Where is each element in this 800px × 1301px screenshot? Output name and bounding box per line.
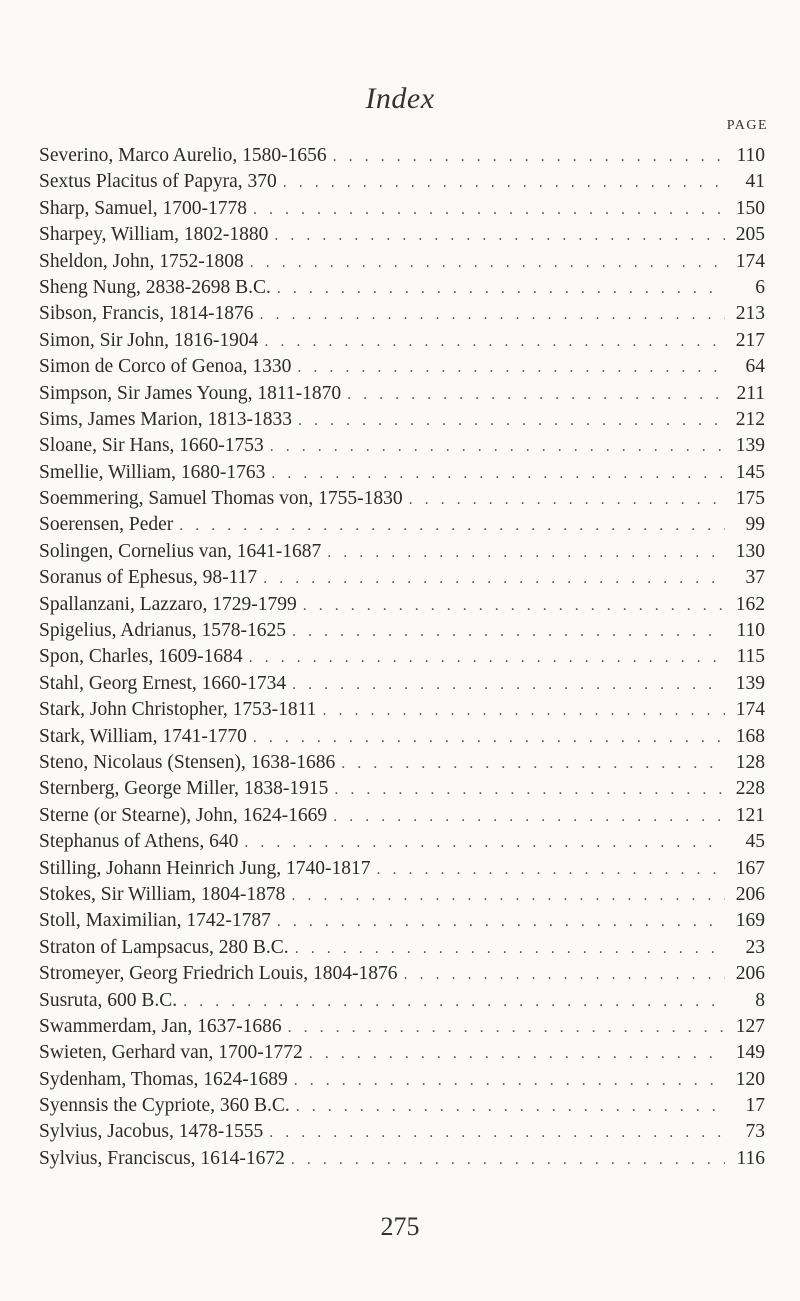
index-entry [39,856,765,882]
entry-name: Stephanus of Athens, 640 [39,831,239,853]
dot-leader [309,1041,725,1067]
entry-name: Sterne (or Stearne), John, 1624-1669 [39,804,328,826]
dot-leader [297,355,725,381]
entry-name: Smellie, William, 1680-1763 [39,461,266,483]
page-column-label: PAGE [726,118,768,133]
dot-leader [253,197,725,223]
entry-name: Sloane, Sir Hans, 1660-1753 [39,435,264,457]
index-entry [39,460,765,486]
index-entry [39,988,765,1014]
index-entry [39,644,765,670]
dot-leader [296,1094,725,1120]
entry-page-number: 167 [735,857,765,879]
entry-name: Spallanzani, Lazzaro, 1729-1799 [39,593,297,615]
entry-name: Simon, Sir John, 1816-1904 [39,329,259,351]
entry-name: Sextus Placitus of Papyra, 370 [39,171,277,193]
dot-leader [277,276,725,302]
entry-page-number: 206 [735,883,765,905]
index-entry [39,169,765,195]
entry-name: Swammerdam, Jan, 1637-1686 [39,1015,282,1037]
dot-leader [292,619,725,645]
dot-leader [298,408,725,434]
entry-name: Syennsis the Cypriote, 360 B.C. [39,1095,290,1117]
entry-page-number: 110 [736,620,765,642]
index-entry [39,803,765,829]
index-entry [39,354,765,380]
index-entry [39,539,765,565]
entry-name: Soranus of Ephesus, 98-117 [39,567,258,589]
page-number: 275 [380,1212,420,1241]
index-entry [39,433,765,459]
entry-page-number: 115 [736,646,765,668]
index-entry [39,222,765,248]
dot-leader [250,250,725,276]
entry-name: Spigelius, Adrianus, 1578-1625 [39,620,286,642]
entry-page-number: 8 [755,989,765,1011]
dot-leader [291,1147,725,1173]
dot-leader [327,540,725,566]
entry-page-number: 217 [735,329,765,351]
index-entry [39,618,765,644]
index-entry [39,1093,765,1119]
index-entry [39,961,765,987]
entry-name: Straton of Lampsacus, 280 B.C. [39,936,289,958]
index-entry [39,301,765,327]
entry-page-number: 37 [745,567,765,589]
index-entry [39,1014,765,1040]
dot-leader [253,725,725,751]
index-entry [39,1146,765,1172]
entry-page-number: 175 [735,488,765,510]
entry-page-number: 168 [735,725,765,747]
entry-page-number: 64 [745,356,765,378]
entry-page-number: 212 [735,408,765,430]
index-entry [39,1119,765,1145]
entry-page-number: 73 [745,1121,765,1143]
entry-name: Severino, Marco Aurelio, 1580-1656 [39,145,327,166]
index-entry [39,882,765,908]
entry-page-number: 130 [735,540,765,562]
entry-name: Sternberg, George Miller, 1838-1915 [39,778,329,800]
index-entry [39,1067,765,1093]
entry-page-number: 174 [735,250,765,272]
entry-name: Sharp, Samuel, 1700-1778 [39,197,247,219]
entry-page-number: 17 [745,1095,765,1117]
entry-name: Sheng Nung, 2838-2698 B.C. [39,276,271,298]
dot-leader [341,751,725,777]
entry-name: Swieten, Gerhard van, 1700-1772 [39,1042,303,1064]
entry-page-number: 149 [735,1042,765,1064]
index-entry [39,1040,765,1066]
index-entry [39,592,765,618]
index-entry [39,486,765,512]
dot-leader [277,909,725,935]
dot-leader [264,329,725,355]
dot-leader [376,857,725,883]
entry-name: Susruta, 600 B.C. [39,989,178,1011]
entry-name: Sylvius, Franciscus, 1614-1672 [39,1147,285,1169]
index-entry [39,697,765,723]
entry-name: Stoll, Maximilian, 1742-1787 [39,910,271,932]
index-entry [39,724,765,750]
dot-leader [274,223,725,249]
entry-name: Simpson, Sir James Young, 1811-1870 [39,382,342,404]
dot-leader [347,382,725,408]
dot-leader [409,487,725,513]
entry-page-number: 127 [735,1015,765,1037]
entry-page-number: 162 [735,593,765,615]
index-entry [39,196,765,222]
entry-name: Sharpey, William, 1802-1880 [39,224,269,246]
entry-name: Sylvius, Jacobus, 1478-1555 [39,1121,264,1143]
index-entry [39,143,765,169]
entry-page-number: 121 [735,804,765,826]
entry-name: Solingen, Cornelius van, 1641-1687 [39,540,322,562]
dot-leader [303,593,725,619]
entry-page-number: 23 [745,936,765,958]
dot-leader [333,804,725,830]
entry-page-number: 150 [735,197,765,219]
index-entry [39,935,765,961]
entry-name: Sibson, Francis, 1814-1876 [39,303,254,325]
entry-page-number: 213 [735,303,765,325]
dot-leader [263,566,725,592]
dot-leader [403,962,725,988]
entry-name: Stark, John Christopher, 1753-1811 [39,699,317,721]
dot-leader [283,170,725,196]
entry-page-number: 206 [735,963,765,985]
entry-name: Stahl, Georg Ernest, 1660-1734 [39,672,287,694]
dot-leader [295,936,725,962]
entry-page-number: 145 [735,461,765,483]
entry-page-number: 174 [735,699,765,721]
index-entry [39,750,765,776]
entry-page-number: 139 [735,672,765,694]
index-entry [39,249,765,275]
index-entry [39,565,765,591]
dot-leader [288,1015,725,1041]
entry-page-number: 169 [735,910,765,932]
index-entry [39,512,765,538]
dot-leader [322,698,725,724]
dot-leader [294,1068,725,1094]
entry-name: Stilling, Johann Heinrich Jung, 1740-1817 [39,857,371,879]
page-title: Index [365,82,435,115]
entry-page-number: 41 [745,171,765,193]
dot-leader [183,989,725,1015]
dot-leader [333,144,725,170]
index-entry [39,407,765,433]
entry-page-number: 228 [735,778,765,800]
entry-name: Simon de Corco of Genoa, 1330 [39,356,292,378]
index-entry [39,776,765,802]
dot-leader [249,645,725,671]
entry-name: Sheldon, John, 1752-1808 [39,250,244,272]
index-entries [39,143,765,1172]
index-entry [39,908,765,934]
dot-leader [334,777,725,803]
entry-page-number: 6 [755,276,765,298]
entry-name: Stromeyer, Georg Friedrich Louis, 1804-1876 [39,963,398,985]
dot-leader [179,513,725,539]
index-entry [39,328,765,354]
index-entry [39,381,765,407]
entry-name: Sydenham, Thomas, 1624-1689 [39,1068,288,1090]
entry-name: Spon, Charles, 1609-1684 [39,646,243,668]
entry-page-number: 116 [736,1147,765,1169]
entry-name: Sims, James Marion, 1813-1833 [39,408,292,430]
index-entry [39,671,765,697]
dot-leader [270,434,725,460]
dot-leader [292,672,725,698]
entry-page-number: 110 [736,145,765,166]
entry-name: Stokes, Sir William, 1804-1878 [39,883,286,905]
entry-name: Steno, Nicolaus (Stensen), 1638-1686 [39,751,336,773]
entry-name: Stark, William, 1741-1770 [39,725,247,747]
dot-leader [244,830,725,856]
entry-page-number: 139 [735,435,765,457]
index-entry [39,829,765,855]
dot-leader [260,302,726,328]
index-entry [39,275,765,301]
dot-leader [271,461,725,487]
dot-leader [269,1120,725,1146]
entry-name: Soerensen, Peder [39,514,174,536]
entry-page-number: 45 [745,831,765,853]
entry-page-number: 211 [736,382,765,404]
entry-name: Soemmering, Samuel Thomas von, 1755-1830 [39,488,403,510]
entry-page-number: 120 [735,1068,765,1090]
entry-page-number: 205 [735,224,765,246]
entry-page-number: 99 [745,514,765,536]
dot-leader [291,883,725,909]
entry-page-number: 128 [735,751,765,773]
